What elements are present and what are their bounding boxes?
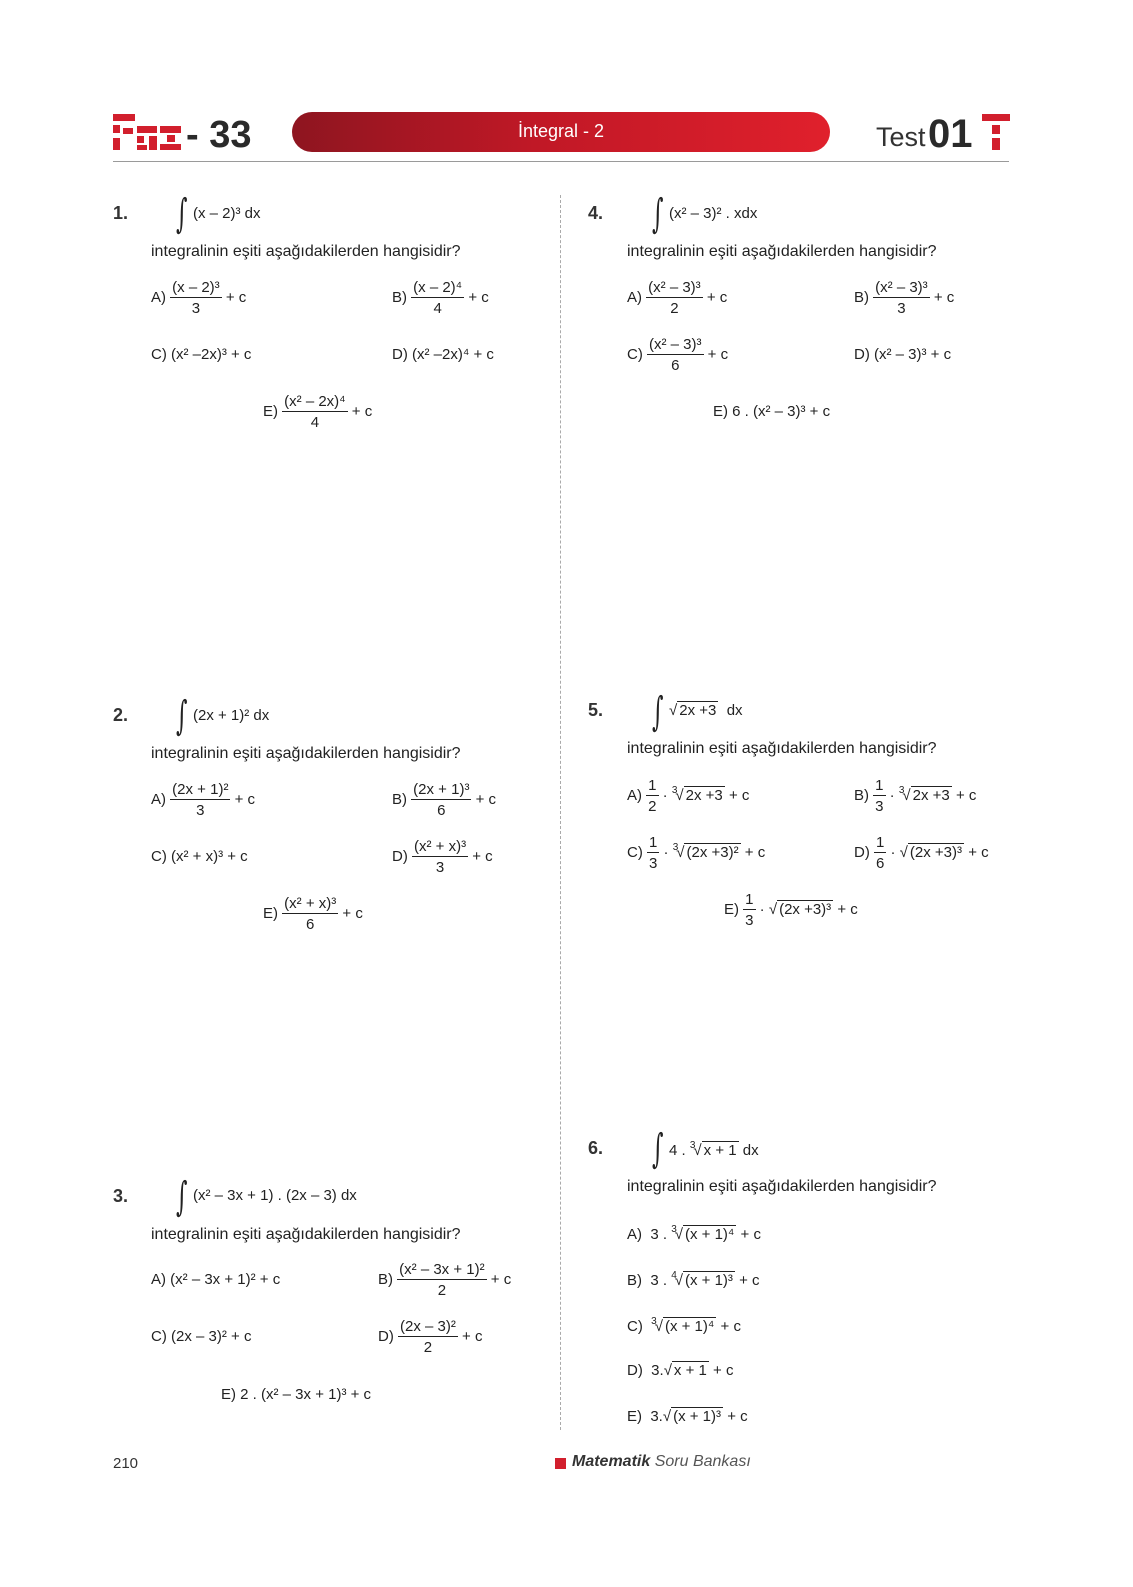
question-number: 6.: [588, 1138, 604, 1158]
t-logo-icon: [982, 112, 1010, 152]
fraction: $\frac{\text{(2x – 3)²}}{2}$: [400, 1318, 456, 1356]
option-c[interactable]: C) (x² + x)³ + c: [151, 848, 248, 865]
question-stem: integralinin eşiti aşağıdakilerden hangisidir?: [151, 1226, 461, 1243]
integrand: (2x + 1)² dx: [193, 707, 270, 724]
radical: 2x +3: [685, 786, 723, 804]
radical: x + 1: [703, 1142, 737, 1159]
question-stem: integralinin eşiti aşağıdakilerden hangisidir?: [151, 243, 461, 260]
fraction: $\frac{\text{(x² + x)³}}{6}$: [284, 895, 337, 933]
option-a[interactable]: A) $\frac{\text{(x² – 3)³}}{2}$ + c: [627, 279, 728, 317]
page-title: İntegral - 2: [517, 121, 605, 141]
option-c[interactable]: C) $^3$√ (x + 1)⁴ + c: [627, 1316, 741, 1335]
fraction: $\frac{\text{(x² – 3x + 1)²}}{2}$: [399, 1261, 485, 1299]
fraction: $\frac{\text{(2x + 1)²}}{3}$: [172, 781, 229, 819]
radical: (2x +3)²: [686, 843, 739, 861]
integral-sign: ∫: [176, 693, 188, 739]
option-a[interactable]: A) $\frac{\text{(x – 2)³}}{3}$ + c: [151, 279, 247, 317]
fraction: $\frac{\text{(x² – 2x)⁴}}{4}$: [284, 393, 346, 431]
integral-sign: ∫: [652, 191, 664, 237]
question-stem: integralinin eşiti aşağıdakilerden hangisidir?: [627, 1178, 937, 1195]
integrand: √ 2x +3 dx: [669, 702, 743, 719]
integral-sign: ∫: [176, 191, 188, 237]
radical: (x + 1)³: [685, 1272, 733, 1289]
question-number: 4.: [588, 203, 604, 223]
radical: x + 1: [673, 1362, 707, 1379]
series-number: - 33: [186, 114, 252, 156]
option-e[interactable]: E) $\frac{\text{(x² – 2x)⁴}}{4}$ + c: [263, 393, 373, 431]
fraction: $\frac{1}{2}$: [648, 777, 657, 815]
radical: 2x +3: [679, 702, 717, 719]
page-number: 210: [113, 1455, 139, 1472]
integrand: (x² – 3x + 1) . (2x – 3) dx: [193, 1187, 357, 1204]
question-stem: integralinin eşiti aşağıdakilerden hangisidir?: [627, 740, 937, 757]
option-b[interactable]: B) $\frac{\text{(x² – 3)³}}{3}$ + c: [854, 279, 955, 317]
radical: 2x +3: [912, 786, 950, 804]
option-d[interactable]: D) 3.√ x + 1 + c: [627, 1362, 734, 1379]
question-number: 2.: [113, 705, 129, 725]
option-e[interactable]: E) 2 . (x² – 3x + 1)³ + c: [221, 1386, 372, 1403]
option-c[interactable]: C) $\frac{1}{3}$ · $^3$√ (2x +3)² + c: [627, 834, 766, 872]
fraction: $\frac{1}{6}$: [876, 834, 885, 872]
option-a[interactable]: A) (x² – 3x + 1)² + c: [151, 1271, 281, 1288]
radical: (2x +3)³: [779, 900, 832, 918]
integrand: (x – 2)³ dx: [193, 205, 261, 222]
option-a[interactable]: A) $\frac{\text{(2x + 1)²}}{3}$ + c: [151, 781, 256, 819]
column-divider: [560, 195, 561, 1430]
option-c[interactable]: C) (2x – 3)² + c: [151, 1328, 252, 1345]
test-number: 01: [928, 112, 973, 156]
fraction: $\frac{\text{(x – 2)³}}{3}$: [172, 279, 220, 317]
option-d[interactable]: D) (x² – 3)³ + c: [854, 346, 952, 363]
option-d[interactable]: D) $\frac{\text{(2x – 3)²}}{2}$ + c: [378, 1318, 483, 1356]
question-number: 5.: [588, 700, 604, 720]
test-label: Test: [876, 122, 926, 152]
option-c[interactable]: C) $\frac{\text{(x² – 3)³}}{6}$ + c: [627, 336, 729, 374]
faz-logo: [113, 112, 181, 152]
option-b[interactable]: B) 3 . $^4$√ (x + 1)³ + c: [627, 1270, 760, 1289]
question-stem: integralinin eşiti aşağıdakilerden hangisidir?: [151, 745, 461, 762]
fraction: $\frac{1}{3}$: [745, 891, 754, 929]
question-number: 3.: [113, 1186, 129, 1206]
header-divider: [113, 161, 1009, 162]
fraction: $\frac{\text{(x² + x)³}}{3}$: [414, 838, 467, 876]
option-e[interactable]: E) 6 . (x² – 3)³ + c: [713, 403, 831, 420]
question-stem: integralinin eşiti aşağıdakilerden hangisidir?: [627, 243, 937, 260]
option-b[interactable]: B) $\frac{\text{(x² – 3x + 1)²}}{2}$ + c: [378, 1261, 512, 1299]
integral-sign: ∫: [652, 689, 664, 735]
question-number: 1.: [113, 203, 129, 223]
option-b[interactable]: B) $\frac{\text{(2x + 1)³}}{6}$ + c: [392, 781, 497, 819]
integrand: (x² – 3)² . xdx: [669, 205, 758, 222]
fraction: $\frac{\text{(x² – 3)³}}{3}$: [875, 279, 928, 317]
fraction: $\frac{1}{3}$: [875, 777, 884, 815]
brand-square-icon: [555, 1458, 566, 1469]
option-c[interactable]: C) (x² –2x)³ + c: [151, 346, 252, 363]
option-e[interactable]: E) $\frac{\text{(x² + x)³}}{6}$ + c: [263, 895, 363, 933]
option-d[interactable]: D) $\frac{\text{(x² + x)³}}{3}$ + c: [392, 838, 493, 876]
radical: (x + 1)⁴: [664, 1318, 715, 1335]
fraction: $\frac{\text{(x – 2)⁴}}{4}$: [413, 279, 463, 317]
option-e[interactable]: E) 3.√ (x + 1)³ + c: [627, 1408, 748, 1425]
radical: (x + 1)⁴: [685, 1226, 735, 1243]
option-e[interactable]: E) $\frac{1}{3}$ · √ (2x +3)³ + c: [724, 891, 858, 929]
integral-sign: ∫: [652, 1126, 664, 1172]
title-banner: [292, 112, 830, 152]
option-b[interactable]: B) $\frac{1}{3}$ · $^3$√ 2x +3 + c: [854, 777, 977, 815]
integral-sign: ∫: [176, 1174, 188, 1220]
fraction: $\frac{\text{(x² – 3)³}}{6}$: [649, 336, 702, 374]
fraction: $\frac{\text{(2x + 1)³}}{6}$: [413, 781, 470, 819]
radical: (2x +3)³: [909, 843, 963, 861]
fraction: $\frac{1}{3}$: [649, 834, 658, 872]
option-d[interactable]: D) $\frac{1}{6}$ · √ (2x +3)³ + c: [854, 834, 989, 872]
option-d[interactable]: D) (x² –2x)⁴ + c: [392, 346, 494, 363]
footer-brand: Matematik Soru Bankası: [572, 1453, 751, 1470]
option-a[interactable]: A) 3 . $^3$√ (x + 1)⁴ + c: [627, 1224, 761, 1243]
option-a[interactable]: A) $\frac{1}{2}$ · $^3$√ 2x +3 + c: [627, 777, 750, 815]
integrand: 4 . $^3$√ x + 1 dx: [669, 1140, 759, 1159]
radical: (x + 1)³: [673, 1408, 722, 1425]
fraction: $\frac{\text{(x² – 3)³}}{2}$: [648, 279, 701, 317]
option-b[interactable]: B) $\frac{\text{(x – 2)⁴}}{4}$ + c: [392, 279, 489, 317]
